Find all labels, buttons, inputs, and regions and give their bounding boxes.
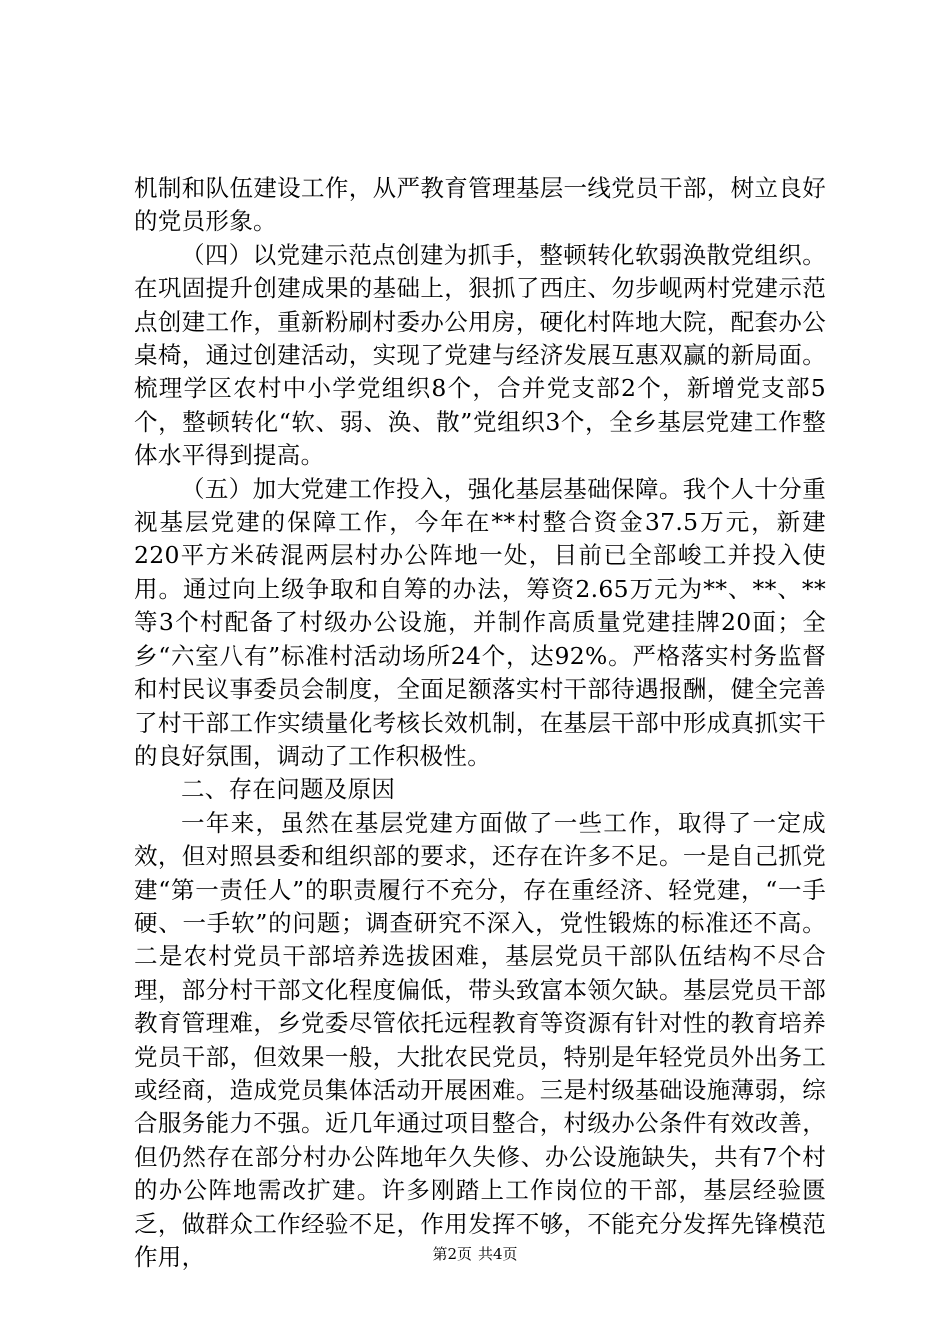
paragraph-section-five: （五）加大党建工作投入，强化基层基础保障。我个人十分重视基层党建的保障工作，今年在**村整合资金37.5万元，新建220平方米砖混两层村办公阵地一处，目前已全部峻工并投入使用。通过向上级争取和自筹的办法，筹资2.65万元为**、**、**等3个村配备了村级办公设施，并制作高质量党建挂牌20面；全乡“六室八有”标准村活动场所24个，达92%。严格落实村务监督和村民议事委员会制度，全面足额落实村干部待遇报酬，健全完善了村干部工作实绩量化考核长效机制，在基层干部中形成真抓实干的良好氛围，调动了工作积极性。: [134, 474, 826, 770]
paragraph-continuation: 机制和队伍建设工作，从严教育管理基层一线党员干部，树立良好的党员形象。: [134, 174, 826, 236]
paragraph-section-four: （四）以党建示范点创建为抓手，整顿转化软弱涣散党组织。在巩固提升创建成果的基础上，狠抓了西庄、勿步岘两村党建示范点创建工作，重新粉刷村委办公用房，硬化村阵地大院，配套办公桌椅，通过创建活动，实现了党建与经济发展互惠双赢的新局面。梳理学区农村中小学党组织8个，合并党支部2个，新增党支部5个，整顿转化“软、弱、涣、散”党组织3个，全乡基层党建工作整体水平得到提高。: [134, 240, 826, 470]
document-body: [134, 172, 826, 1274]
page-total: 共4页: [478, 1245, 518, 1263]
paragraph-problems: 一年来，虽然在基层党建方面做了一些工作，取得了一定成效，但对照县委和组织部的要求，还存在许多不足。一是自己抓党建“第一责任人”的职责履行不充分，存在重经济、轻党建，“一手硬、一手软”的问题；调查研究不深入，党性锻炼的标准还不高。二是农村党员干部培养选拔困难，基层党员干部队伍结构不尽合理，部分村干部文化程度偏低，带头致富本领欠缺。基层党员干部教育管理难，乡党委尽管依托远程教育等资源有针对性的教育培养党员干部，但效果一般，大批农民党员，特别是年轻党员外出务工或经商，造成党员集体活动开展困难。三是村级基础设施薄弱，综合服务能力不强。近几年通过项目整合，村级办公条件有效改善，但仍然存在部分村办公阵地年久失修、办公设施缺失，共有7个村的办公阵地需改扩建。许多刚踏上工作岗位的干部，基层经验匮乏，做群众工作经验不足，作用发挥不够，不能充分发挥先锋模范作用，: [134, 808, 826, 1271]
page-footer: [0, 1244, 950, 1264]
section-heading-problems: 二、存在问题及原因: [181, 775, 396, 804]
page-number: 第2页: [432, 1245, 472, 1263]
